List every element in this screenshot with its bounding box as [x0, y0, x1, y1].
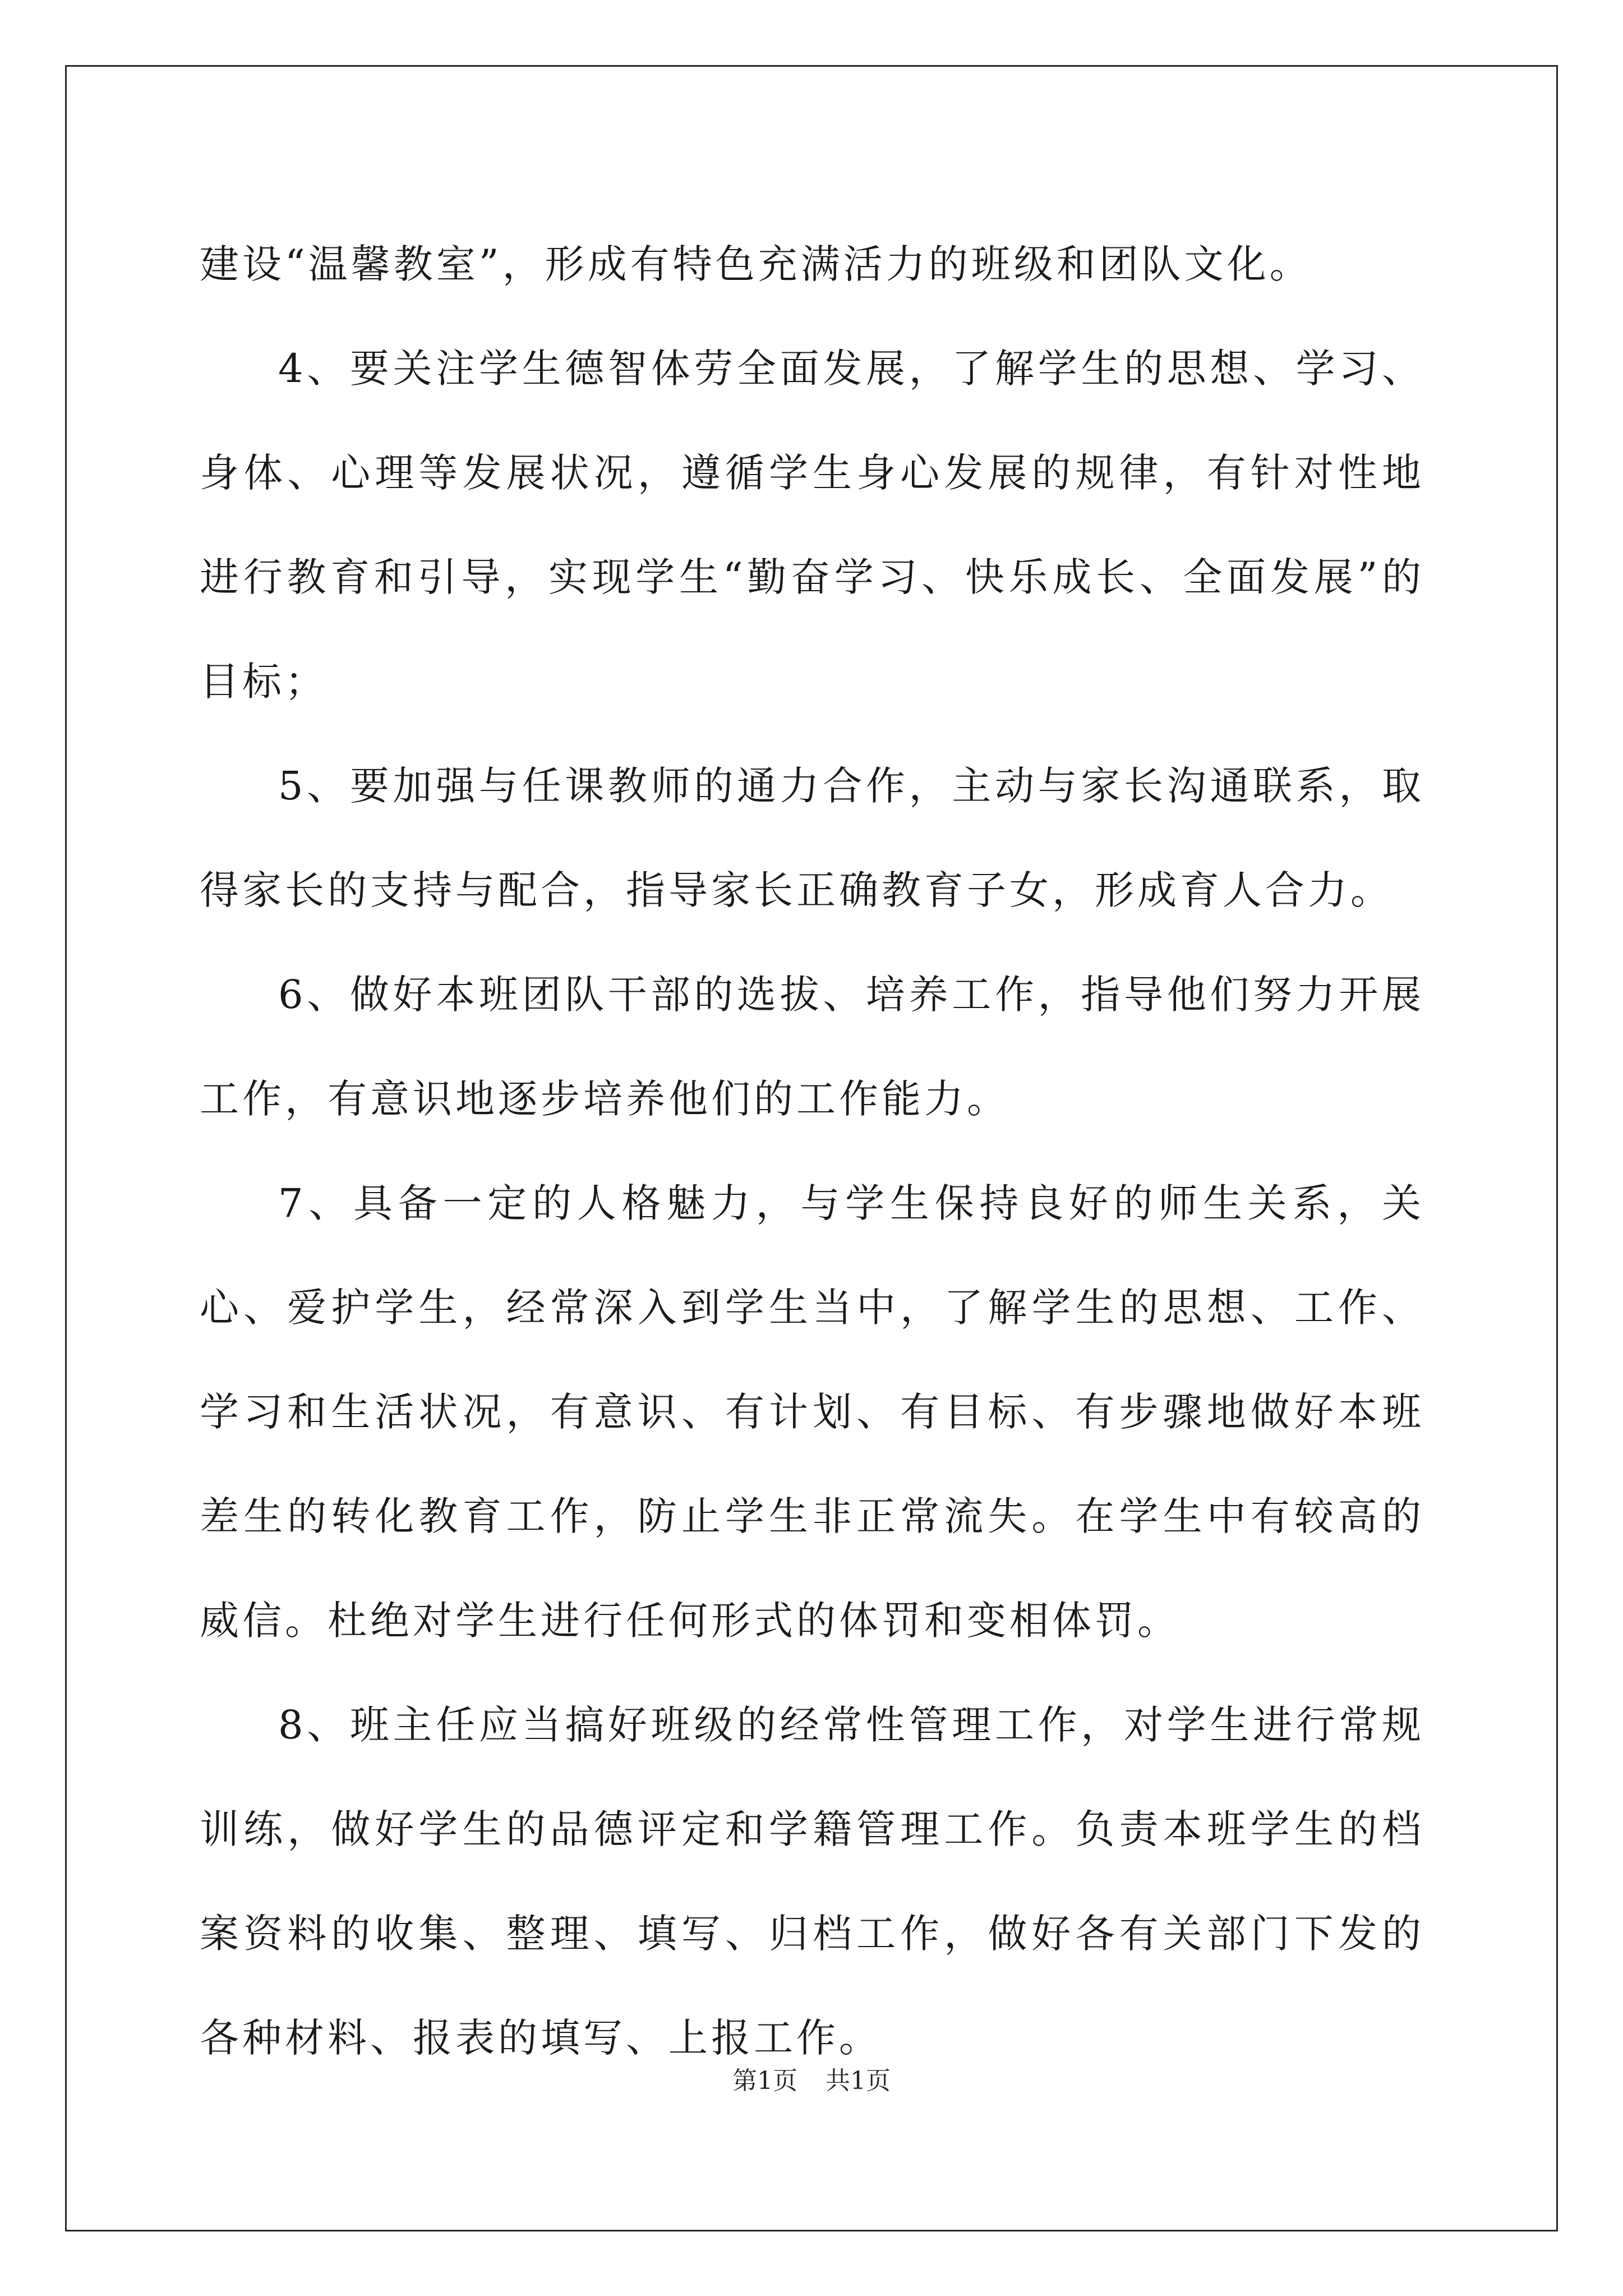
document-body [200, 212, 1424, 2090]
paragraph-item-8: 8、班主任应当搞好班级的经常性管理工作，对学生进行常规训练，做好学生的品德评定和学籍管理工作。负责本班学生的档案资料的收集、整理、填写、归档工作，做好各有关部门下发的各种材料、报表的填写、上报工作。 [200, 1702, 1424, 2061]
paragraph-item-6: 6、做好本班团队干部的选拔、培养工作，指导他们努力开展工作，有意识地逐步培养他们的工作能力。 [200, 972, 1424, 1122]
page-footer [0, 2064, 1623, 2098]
paragraph-item-5: 5、要加强与任课教师的通力合作，主动与家长沟通联系，取得家长的支持与配合，指导家长正确教育子女，形成育人合力。 [200, 763, 1424, 913]
paragraph-continuation: 建设“温馨教室”，形成有特色充满活力的班级和团队文化。 [200, 241, 1312, 287]
page-number: 第1页 [732, 2067, 797, 2095]
paragraph-item-7: 7、具备一定的人格魅力，与学生保持良好的师生关系，关心、爱护学生，经常深入到学生当中，了解学生的思想、工作、学习和生活状况，有意识、有计划、有目标、有步骤地做好本班差生的转化教育工作，防止学生非正常流失。在学生中有较高的威信。杜绝对学生进行任何形式的体罚和变相体罚。 [200, 1180, 1424, 1644]
paragraph-item-4: 4、要关注学生德智体劳全面发展，了解学生的思想、学习、身体、心理等发展状况，遵循学生身心发展的规律，有针对性地进行教育和引导，实现学生“勤奋学习、快乐成长、全面发展”的目标； [200, 346, 1424, 705]
page-total: 共1页 [826, 2067, 891, 2095]
